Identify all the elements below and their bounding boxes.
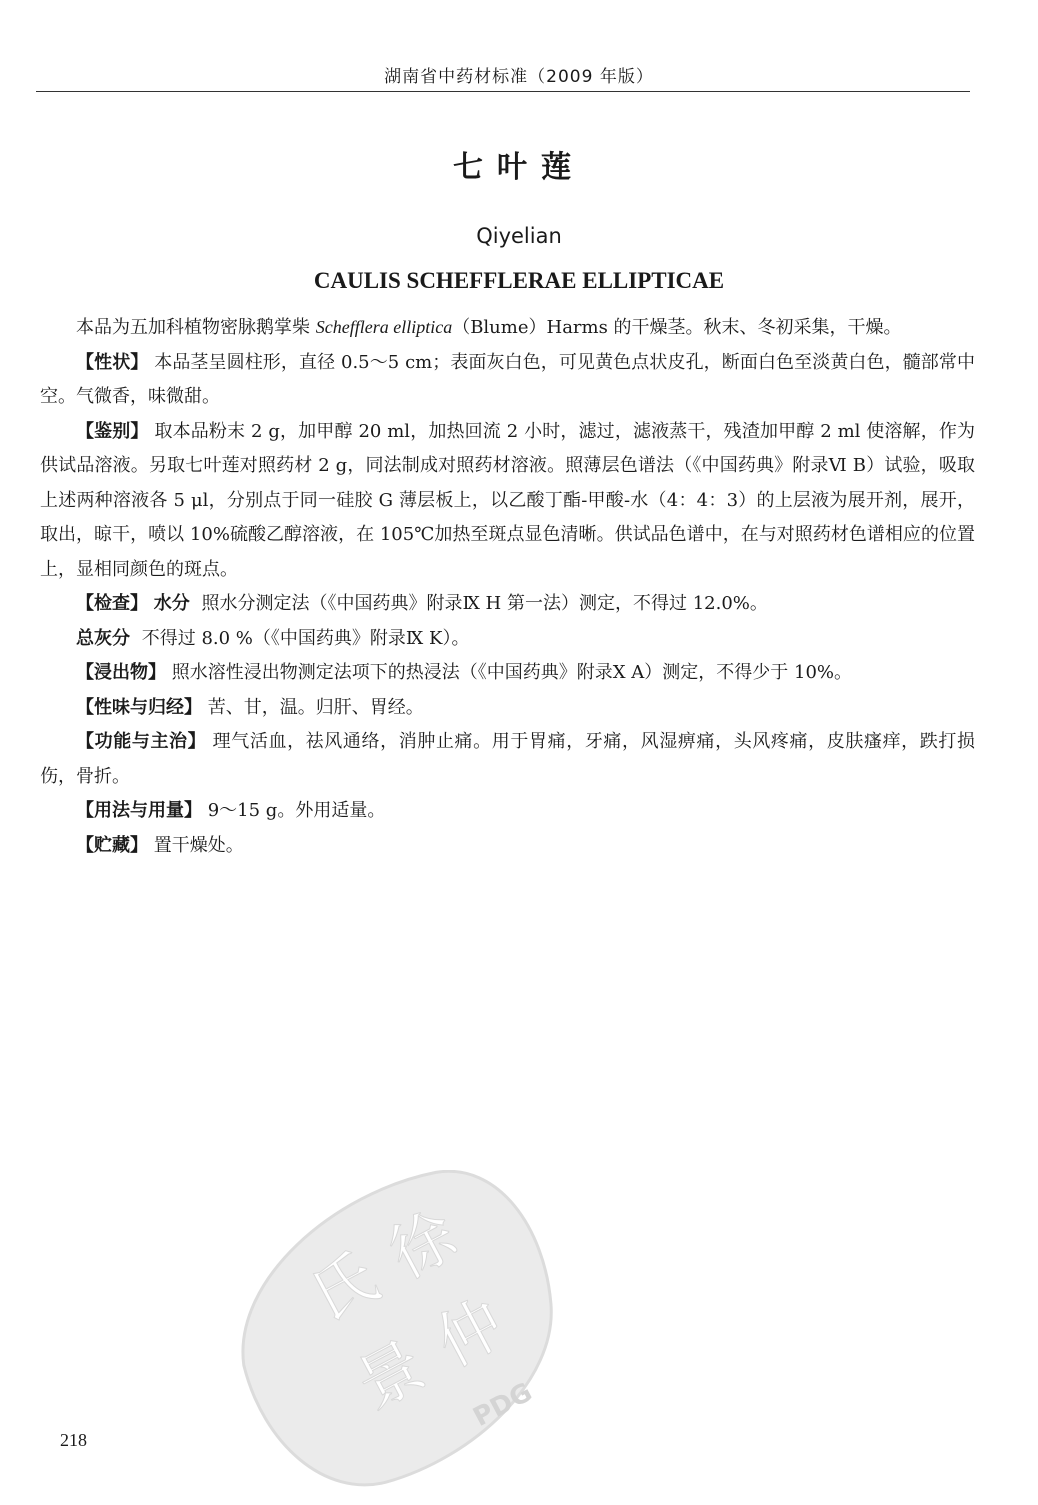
running-header: 湖南省中药材标准（2009 年版） bbox=[384, 67, 654, 87]
subsection-label-water: 水分 bbox=[153, 593, 190, 614]
section-extractives bbox=[40, 656, 975, 691]
section-text: 理气活血，祛风通络，消肿止痛。用于胃痛，牙痛，风湿痹痛，头风疼痛，皮肤瘙痒，跌打损伤，骨折。 bbox=[40, 731, 976, 787]
section-inspection-ash bbox=[40, 622, 975, 657]
intro-paragraph bbox=[40, 310, 975, 346]
header-rule bbox=[36, 91, 970, 92]
seal-character: 景 bbox=[345, 1328, 437, 1424]
section-label: 【性味与归经】 bbox=[76, 696, 202, 718]
page-number: 218 bbox=[60, 1430, 87, 1450]
section-description bbox=[40, 346, 975, 415]
monograph-body bbox=[40, 310, 975, 863]
subsection-label-ash: 总灰分 bbox=[76, 627, 130, 649]
section-label: 【鉴别】 bbox=[76, 420, 149, 442]
section-text: 不得过 8.0 %（《中国药典》附录Ⅸ K）。 bbox=[141, 627, 470, 649]
section-text: 9～15 g。外用适量。 bbox=[207, 800, 386, 821]
section-label: 【浸出物】 bbox=[76, 662, 166, 683]
monograph-title-pinyin: Qiyelian bbox=[476, 224, 562, 248]
section-label: 【用法与用量】 bbox=[76, 800, 202, 821]
intro-text-before: 本品为五加科植物密脉鹅掌柴 bbox=[76, 317, 316, 338]
section-identification bbox=[40, 415, 975, 588]
section-text: 取本品粉末 2 g，加甲醇 20 ml，加热回流 2 小时，滤过，滤液蒸干，残渣加甲醇 2 ml 使溶解，作为供试品溶液。另取七叶莲对照药材 2 g，同法制成对照药材溶液。照薄层色谱法（《中国药典》附录Ⅵ B）试验，吸取上述两种溶液各 5 μl，分别点于同一硅胶 G 薄层板上，以乙酸丁酯-甲酸-水（4：4：3）的上层液为展开剂，展开，取出，晾干，喷以 10%硫酸乙醇溶液，在 105℃加热至斑点显色清晰。供试品色谱中，在与对照药材色谱相应的位置上，显相同颜色的斑点。 bbox=[40, 420, 975, 580]
seal-character: 氏 bbox=[298, 1240, 390, 1336]
section-label: 【贮藏】 bbox=[76, 834, 148, 856]
section-text: 本品茎呈圆柱形，直径 0.5～5 cm；表面灰白色，可见黄色点状皮孔，断面白色至淡黄白色，髓部常中空。气微香，味微甜。 bbox=[40, 351, 976, 407]
seal-edge-text: PDG bbox=[468, 1377, 538, 1433]
section-functions-indications bbox=[40, 725, 975, 794]
section-text: 照水溶性浸出物测定法项下的热浸法（《中国药典》附录Ⅹ A）测定，不得少于 10%。 bbox=[171, 662, 852, 683]
section-text: 苦、甘，温。归肝、胃经。 bbox=[207, 696, 424, 718]
section-label: 【功能与主治】 bbox=[76, 731, 207, 752]
section-storage bbox=[40, 829, 975, 864]
monograph-title-chinese: 七叶莲 bbox=[453, 150, 585, 185]
seal-character: 徐 bbox=[378, 1197, 470, 1294]
section-inspection-water bbox=[40, 587, 975, 622]
seal-character: 仲 bbox=[425, 1286, 517, 1382]
seal-watermark bbox=[205, 1170, 585, 1490]
species-name: Schefflera elliptica bbox=[315, 317, 453, 337]
section-label: 【检查】 bbox=[76, 593, 148, 614]
intro-text-after: （Blume）Harms 的干燥茎。秋末、冬初采集，干燥。 bbox=[452, 317, 902, 338]
section-text: 照水分测定法（《中国药典》附录Ⅸ H 第一法）测定，不得过 12.0%。 bbox=[201, 593, 768, 614]
section-nature-meridian bbox=[40, 691, 975, 726]
section-label: 【性状】 bbox=[76, 351, 149, 373]
section-text: 置干燥处。 bbox=[153, 834, 244, 856]
monograph-title-latin: CAULIS SCHEFFLERAE ELLIPTICAE bbox=[313, 268, 725, 293]
section-usage-dosage bbox=[40, 794, 975, 829]
